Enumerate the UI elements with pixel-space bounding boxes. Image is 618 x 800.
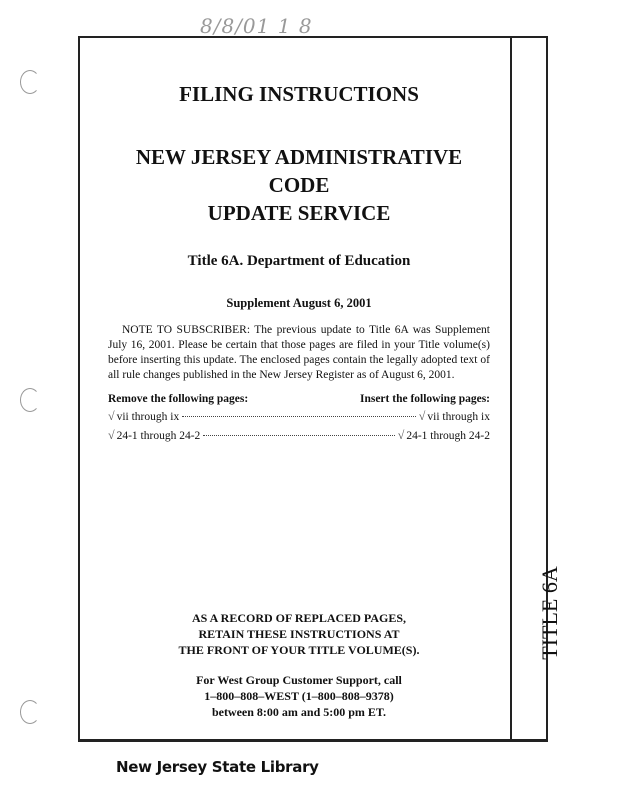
binder-hole xyxy=(20,70,40,94)
check-mark-icon: √ xyxy=(108,428,115,442)
check-mark-icon: √ xyxy=(397,428,405,442)
pages-header xyxy=(108,393,490,405)
code-title xyxy=(108,143,490,227)
title-department: Title 6A. Department of Education xyxy=(187,253,411,269)
record-instructions xyxy=(108,610,490,720)
support-line: For West Group Customer Support, call xyxy=(196,673,402,687)
insert-header: Insert the following pages: xyxy=(359,393,490,405)
support-line: 1–800–808–WEST (1–800–808–9378) xyxy=(204,689,394,703)
subscriber-note: NOTE TO SUBSCRIBER: The previous update to Title 6A was Supplement July 16, 2001. Please be certain that those pages are filed in your Title volume(s) before inserting this update. The enclosed pages contain the legally adopted text of all rule changes published in the New Jersey Register as of August 6, 2001. xyxy=(108,324,490,381)
page-row xyxy=(108,428,490,443)
dot-leader xyxy=(203,435,394,436)
handwritten-annotation: 8/8/01 1 8 xyxy=(200,14,313,38)
title-tab-label: TITLE 6A xyxy=(537,566,562,660)
binder-hole xyxy=(20,700,40,724)
customer-support xyxy=(108,672,490,720)
record-line: RETAIN THESE INSTRUCTIONS AT xyxy=(198,627,400,641)
code-title-line: NEW JERSEY ADMINISTRATIVE CODE xyxy=(135,145,463,197)
instructions-body xyxy=(108,70,490,443)
record-line: THE FRONT OF YOUR TITLE VOLUME(S). xyxy=(178,643,420,657)
supplement-date: Supplement August 6, 2001 xyxy=(226,296,372,310)
remove-pages: vii through ix xyxy=(116,411,180,423)
remove-header: Remove the following pages: xyxy=(108,393,249,405)
check-mark-icon: √ xyxy=(418,409,426,423)
support-line: between 8:00 am and 5:00 pm ET. xyxy=(211,705,387,719)
page-row xyxy=(108,409,490,424)
library-stamp: New Jersey State Library xyxy=(116,758,319,776)
insert-pages: vii through ix xyxy=(427,411,490,423)
binder-hole xyxy=(20,388,40,412)
page-title: FILING INSTRUCTIONS xyxy=(179,82,419,106)
tab-divider xyxy=(510,36,512,742)
check-mark-icon: √ xyxy=(108,409,115,423)
dot-leader xyxy=(182,416,416,417)
record-line: AS A RECORD OF REPLACED PAGES, xyxy=(191,611,407,625)
remove-pages: 24-1 through 24-2 xyxy=(116,430,201,442)
insert-pages: 24-1 through 24-2 xyxy=(406,430,490,442)
code-title-line: UPDATE SERVICE xyxy=(207,201,391,225)
